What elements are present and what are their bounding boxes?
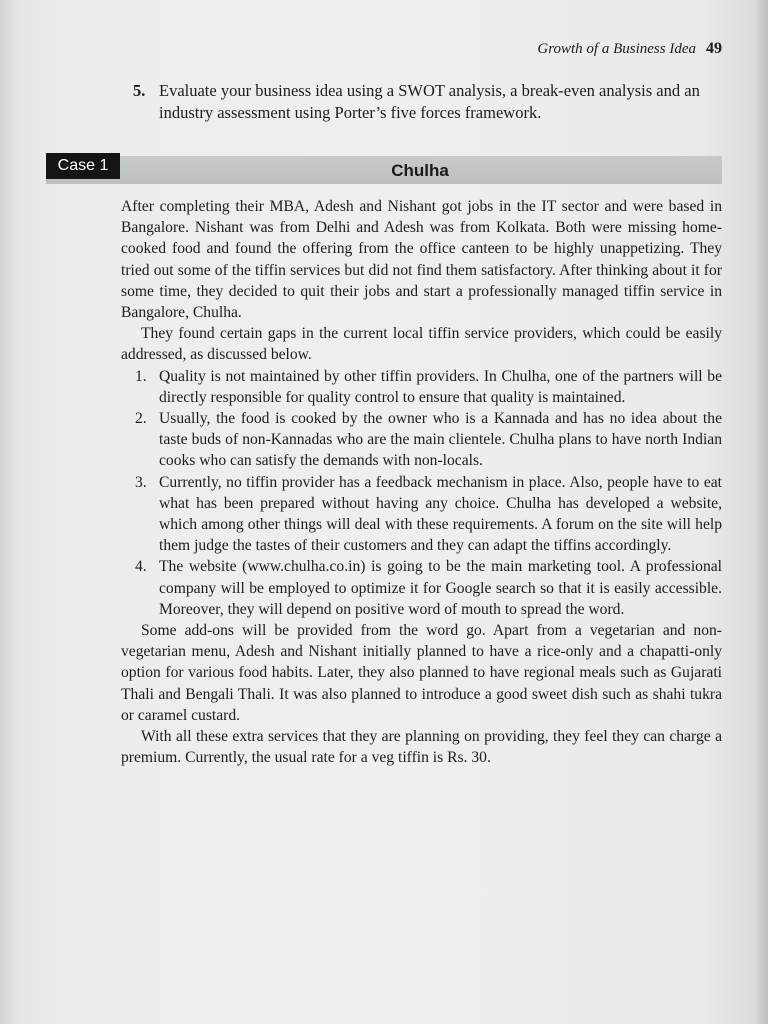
case-title: Chulha <box>391 161 449 180</box>
exercise-question-5 <box>133 80 723 124</box>
case-body <box>121 196 722 768</box>
list-item-number: 1. <box>135 367 147 385</box>
question-text: Evaluate your business idea using a SWOT analysis, a break-even analysis and an industry assessment using Porter’s five forces framework. <box>159 81 700 122</box>
case-label: Case 1 <box>46 153 120 179</box>
paragraph-gaps: They found certain gaps in the current local tiffin service providers, which could be easily addressed, as discussed below. <box>121 325 722 364</box>
list-item-text: Quality is not maintained by other tiffin providers. In Chulha, one of the partners will be directly responsible for quality control to ensure that quality is maintained. <box>159 367 722 406</box>
page-number: 49 <box>706 40 722 57</box>
list-item-number: 2. <box>135 410 147 428</box>
paragraph-addons: Some add-ons will be provided from the word go. Apart from a vegetarian and non-vegetarian menu, Adesh and Nishant initially planned to have a rice-only and a chapatti-only option for various food habits. Later, they also planned to have regional meals such as Gujarati Thali and Bengali Thali. It was also planned to introduce a good sweet dish such as shahi tukra or caramel custard. <box>121 622 722 724</box>
running-header <box>537 40 722 58</box>
list-item <box>121 366 722 408</box>
list-item-text: The website (www.chulha.co.in) is going to be the main marketing tool. A professional company will be employed to optimize it for Google search so that it is easily accessible. Moreover, they will depend on positive word of mouth to spread the word. <box>159 558 722 618</box>
list-item <box>121 556 722 620</box>
list-item-number: 4. <box>135 558 147 576</box>
running-header-title: Growth of a Business Idea <box>537 41 696 57</box>
paragraph-intro: After completing their MBA, Adesh and Nishant got jobs in the IT sector and were based in Bangalore. Nishant was from Delhi and Adesh was from Kolkata. Both were missing home-cooked food and found the offering from the office canteen to be highly unappetizing. They tried out some of the tiffin services but did not find them satisfactory. After thinking about it for some time, they decided to quit their jobs and start a professionally managed tiffin service in Bangalore, Chulha. <box>121 198 722 322</box>
list-item-text: Currently, no tiffin provider has a feedback mechanism in place. Also, people have to eat what has been prepared without having any choice. Chulha has developed a website, which among other things will deal with these requirements. A forum on the site will help them judge the tastes of their customers and they can adapt the tiffins accordingly. <box>159 473 722 555</box>
question-number: 5. <box>133 81 146 100</box>
list-item <box>121 472 722 557</box>
list-item <box>121 408 722 472</box>
list-item-number: 3. <box>135 473 147 491</box>
list-item-text: Usually, the food is cooked by the owner who is a Kannada and has no idea about the taste buds of non-Kannadas who are the main clientele. Chulha plans to have north Indian cooks who can satisfy the demands with non-locals. <box>159 410 722 470</box>
page-edge-shadow <box>754 0 768 1024</box>
paragraph-premium: With all these extra services that they are planning on providing, they feel they can charge a premium. Currently, the usual rate for a veg tiffin is Rs. 30. <box>121 728 722 767</box>
gaps-list <box>121 366 722 620</box>
